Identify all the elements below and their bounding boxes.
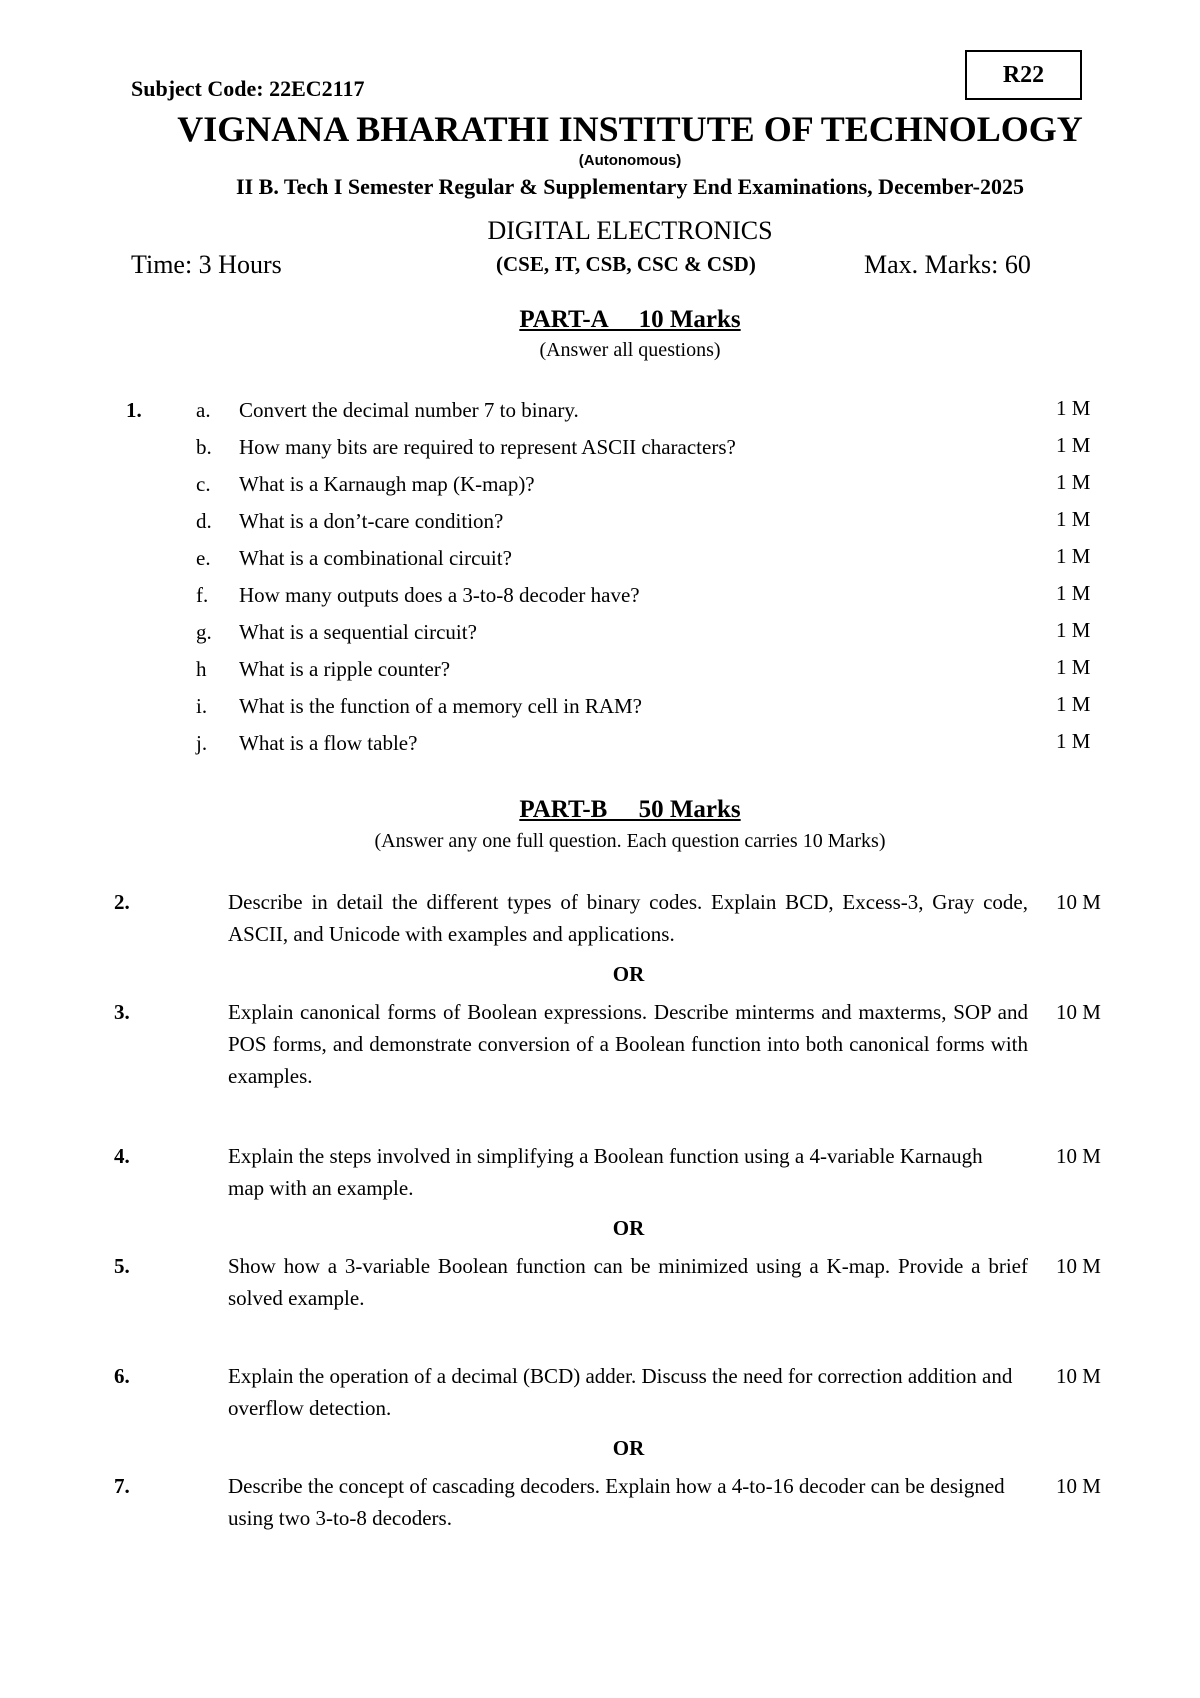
question-marks: 10 M [1056, 1254, 1101, 1278]
or-separator: OR [612, 1216, 645, 1240]
sub-question-text: What is a Karnaugh map (K-map)? [239, 472, 535, 496]
question-marks: 10 M [1056, 1144, 1101, 1168]
sub-question-text: What is a sequential circuit? [239, 620, 477, 644]
question-marks: 10 M [1056, 1474, 1101, 1498]
sub-question-letter: h [196, 657, 207, 681]
sub-question-marks: 1 M [1056, 655, 1091, 679]
sub-question-text: How many outputs does a 3-to-8 decoder have? [239, 583, 640, 607]
question-marks: 10 M [1056, 890, 1101, 914]
sub-question-letter: a. [196, 398, 211, 422]
sub-question-letter: g. [196, 620, 212, 644]
question-number: 5. [114, 1254, 130, 1278]
question-marks: 10 M [1056, 1000, 1101, 1024]
sub-question-letter: f. [196, 583, 209, 607]
sub-question-marks: 1 M [1056, 507, 1091, 531]
regulation-box [965, 50, 1082, 100]
sub-question-marks: 1 M [1056, 396, 1091, 420]
question-number: 7. [114, 1474, 130, 1498]
regulation-label: R22 [1002, 61, 1045, 88]
autonomous-label: (Autonomous) [578, 152, 682, 169]
sub-question-letter: d. [196, 509, 212, 533]
part-b-title: PART-B 50 Marks [519, 796, 741, 823]
part-a-note: (Answer all questions) [539, 339, 721, 361]
exam-time: Time: 3 Hours [131, 250, 282, 279]
question-marks: 10 M [1056, 1364, 1101, 1388]
sub-question-marks: 1 M [1056, 692, 1091, 716]
sub-question-marks: 1 M [1056, 581, 1091, 605]
sub-question-text: Convert the decimal number 7 to binary. [239, 398, 579, 422]
question-text: Explain canonical forms of Boolean expressions. Describe minterms and maxterms, SOP and POS forms, and demonstrate conversion of a Boolean function into both canonical forms with examples. [228, 1000, 1028, 1088]
sub-question-marks: 1 M [1056, 618, 1091, 642]
sub-question-text: How many bits are required to represent ASCII characters? [239, 435, 736, 459]
subject-code: Subject Code: 22EC2117 [131, 76, 365, 101]
question-text: Show how a 3-variable Boolean function can be minimized using a K-map. Provide a brief solved example. [228, 1254, 1028, 1310]
branches: (CSE, IT, CSB, CSC & CSD) [496, 252, 756, 276]
subject-name: DIGITAL ELECTRONICS [487, 216, 773, 245]
sub-question-marks: 1 M [1056, 470, 1091, 494]
part-a-title: PART-A 10 Marks [519, 306, 741, 333]
question-number: 3. [114, 1000, 130, 1024]
question-number: 6. [114, 1364, 130, 1388]
sub-question-marks: 1 M [1056, 544, 1091, 568]
sub-question-text: What is a don’t-care condition? [239, 509, 504, 533]
sub-question-text: What is the function of a memory cell in RAM? [239, 694, 642, 718]
sub-question-letter: e. [196, 546, 211, 570]
max-marks: Max. Marks: 60 [864, 250, 1031, 279]
sub-question-letter: b. [196, 435, 212, 459]
sub-question-letter: j. [196, 731, 208, 755]
question-text: Explain the steps involved in simplifying a Boolean function using a 4-variable Karnaugh map with an example. [228, 1144, 983, 1200]
sub-question-marks: 1 M [1056, 433, 1091, 457]
or-separator: OR [612, 962, 645, 986]
question-text: Explain the operation of a decimal (BCD) adder. Discuss the need for correction addition and overflow detection. [228, 1364, 1013, 1420]
sub-question-text: What is a combinational circuit? [239, 546, 512, 570]
sub-question-marks: 1 M [1056, 729, 1091, 753]
sub-question-letter: c. [196, 472, 211, 496]
or-separator: OR [612, 1436, 645, 1460]
question-number: 1. [126, 398, 142, 422]
question-number: 4. [114, 1144, 130, 1168]
question-number: 2. [114, 890, 130, 914]
sub-question-text: What is a ripple counter? [239, 657, 451, 681]
sub-question-text: What is a flow table? [239, 731, 418, 755]
college-name: VIGNANA BHARATHI INSTITUTE OF TECHNOLOGY [177, 109, 1083, 149]
exam-title: II B. Tech I Semester Regular & Supplementary End Examinations, December-2025 [236, 174, 1024, 199]
part-b-note: (Answer any one full question. Each question carries 10 Marks) [374, 830, 886, 852]
sub-question-letter: i. [196, 694, 208, 718]
question-text: Describe in detail the different types of binary codes. Explain BCD, Excess-3, Gray code, ASCII, and Unicode with examples and applications. [228, 890, 1028, 946]
question-text: Describe the concept of cascading decoders. Explain how a 4-to-16 decoder can be designed using two 3-to-8 decoders. [228, 1474, 1005, 1530]
